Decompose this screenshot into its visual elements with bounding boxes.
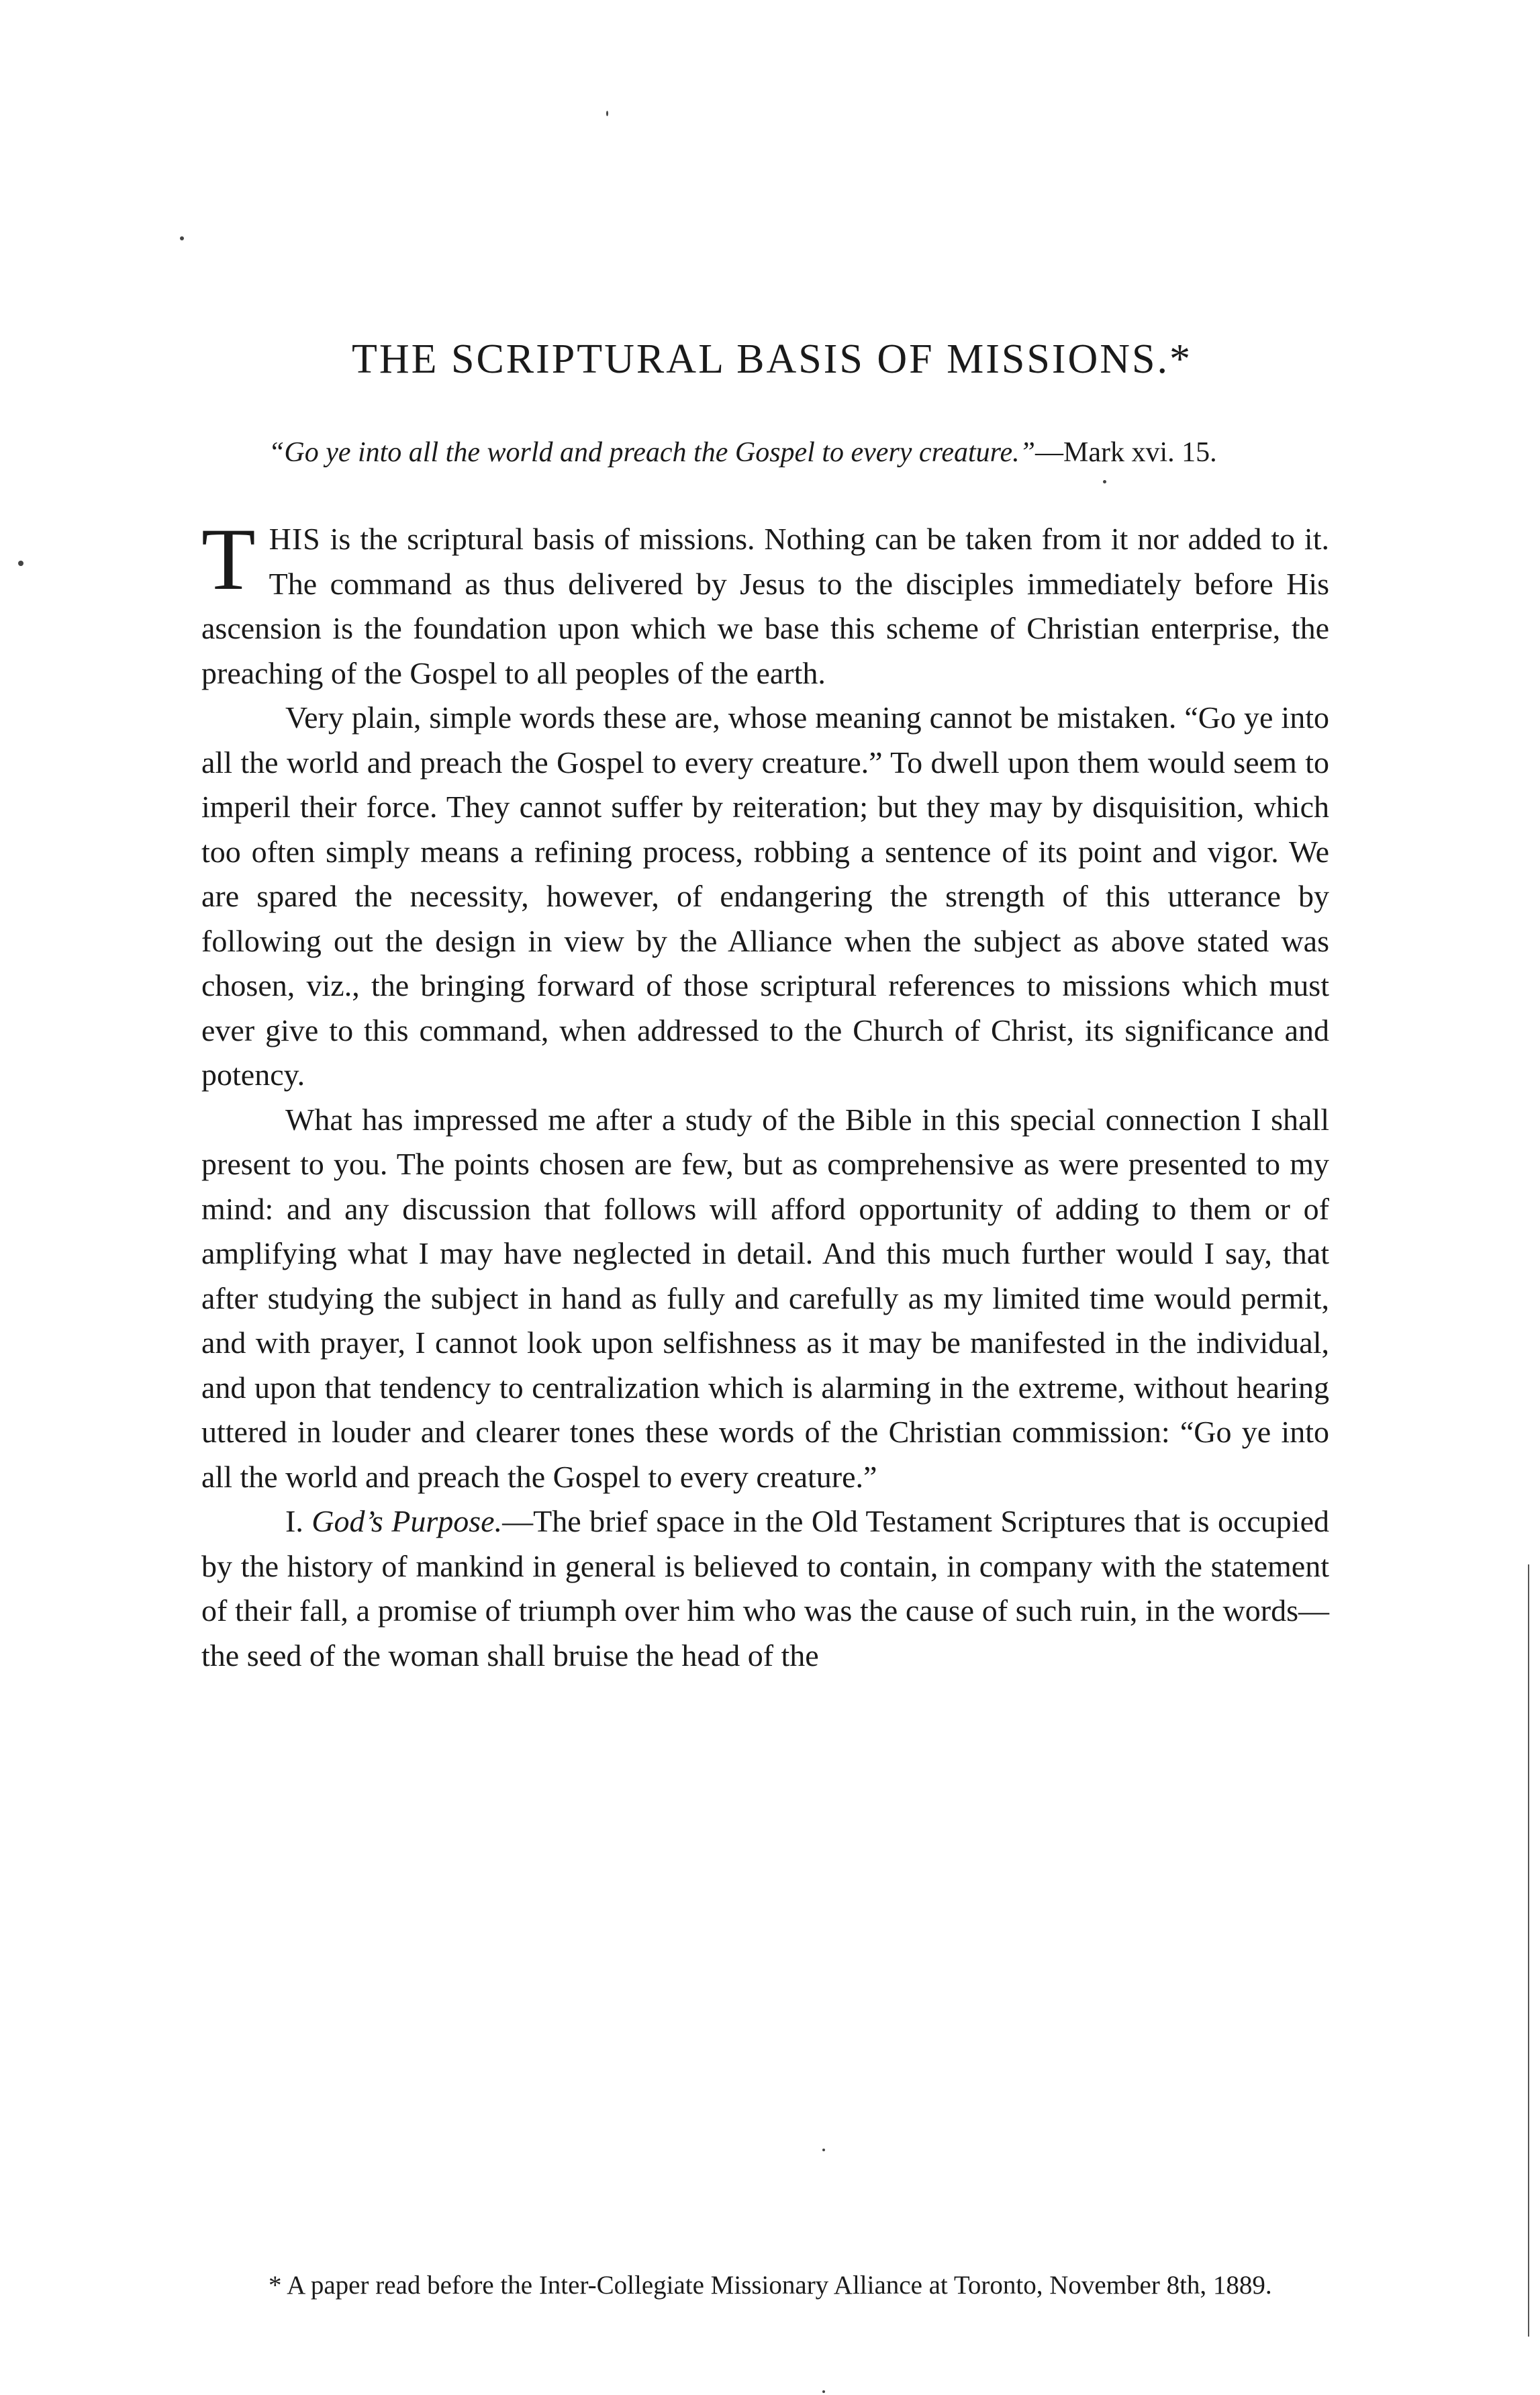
paragraph-4-text: —The brief space in the Old Testament Scriptures that is occupied by the history of mankind in general is believed to contain, in company with the statement of their fall, a promise of triumph over him who was the cause of such ruin, in the words—the seed of the woman shall bruise the head of the: [201, 1504, 1330, 1673]
lead-word: HIS: [269, 522, 321, 556]
speck-mark: [1103, 480, 1106, 483]
paragraph-4: [201, 1499, 1329, 1678]
speck-mark: [822, 2390, 825, 2393]
section-heading: God’s Purpose.: [311, 1504, 503, 1538]
paragraph-3: What has impressed me after a study of the Bible in this special connection I shall present to you. The points chosen are few, but as comprehensive as were presented to my mind: and any discussion that follows will afford opportunity of adding to them or of amplifying what I may have neglected in detail. And this much further would I say, that after studying the subject in hand as fully and carefully as my limited time would permit, and with prayer, I cannot look upon selfishness as it may be manifested in the individual, and upon that tendency to centralization which is alarming in the extreme, without hearing uttered in louder and clearer tones these words of the Christian commission: “Go ye into all the world and preach the Gospel to every creature.”: [201, 1102, 1329, 1494]
body-text: [201, 510, 1330, 1678]
page-title: THE SCRIPTURAL BASIS OF MISSIONS.*: [351, 336, 1193, 382]
paragraph-1: [201, 510, 1329, 696]
epigraph-quote: “Go ye into all the world and preach the Gospel to every creature.”: [269, 437, 1035, 468]
paragraph-2: Very plain, simple words these are, whose meaning cannot be mistaken. “Go ye into all the world and preach the Gospel to every creature.” To dwell upon them would seem to imperil their force. They cannot suffer by reiteration; but they may by disquisition, which too often simply means a refining process, robbing a sentence of its point and vigor. We are spared the necessity, however, of endangering the strength of this utterance by following out the design in view by the Alliance when the subject as above stated was chosen, viz., the bringing forward of those scriptural references to missions which must ever give to this command, when addressed to the Church of Christ, its significance and potency.: [201, 700, 1329, 1092]
page-edge-line: [1528, 1564, 1529, 2337]
drop-cap: T: [201, 510, 256, 608]
section-number: I.: [285, 1504, 303, 1538]
footnote: [201, 2266, 1329, 2305]
epigraph-citation: —Mark xvi. 15.: [1034, 437, 1217, 468]
speck-mark: [180, 236, 184, 240]
speck-mark: [18, 561, 23, 566]
epigraph: [201, 433, 1329, 472]
footnote-text: * A paper read before the Inter-Collegiate Missionary Alliance at Toronto, November 8th, 1889.: [269, 2271, 1272, 2300]
speck-mark: [822, 2149, 825, 2151]
paragraph-1-text: is the scriptural basis of missions. Nothing can be taken from it nor added to it. The command as thus delivered by Jesus to the disciples immediately before His ascension is the foundation upon which we base this scheme of Christian enterprise, the preaching of the Gospel to all peoples of the earth.: [201, 522, 1329, 690]
speck-mark: [606, 111, 608, 116]
